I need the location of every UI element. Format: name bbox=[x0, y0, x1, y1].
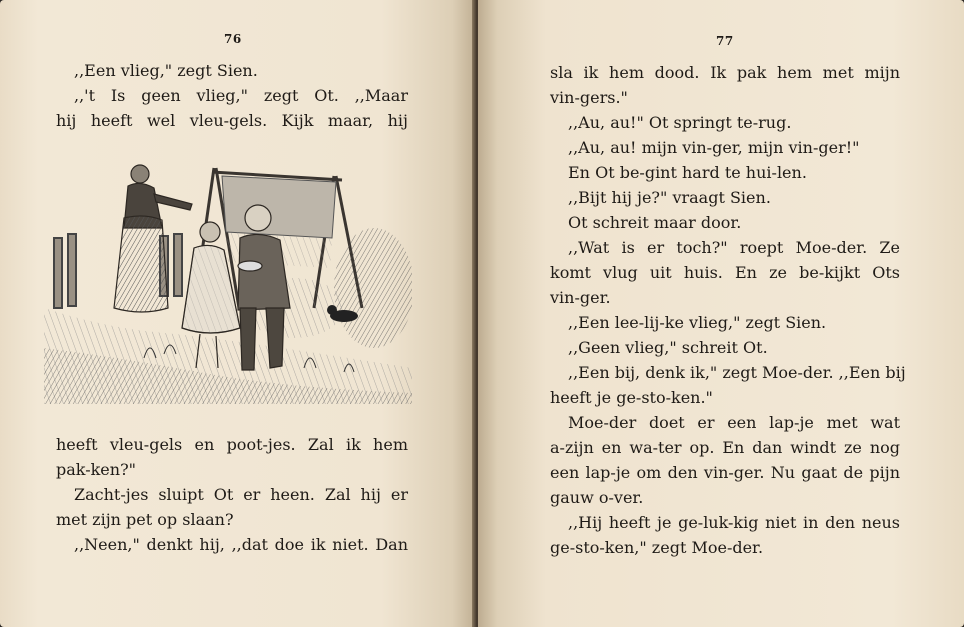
text-line: heeft vleu-gels en poot-jes. Zal ik hem bbox=[56, 435, 408, 454]
illustration-children-and-mother bbox=[44, 158, 412, 404]
text-line: Ot schreit maar door. bbox=[568, 213, 742, 232]
text-line: vin-gers." bbox=[550, 88, 628, 107]
text-line: Zacht-jes sluipt Ot er heen. Zal hij er bbox=[74, 485, 408, 504]
text-line: a-zijn en wa-ter op. En dan windt ze nog bbox=[550, 438, 900, 457]
text-line: ,,Au, au! mijn vin-ger, mijn vin-ger!" bbox=[568, 138, 860, 157]
text-line: ,,Een vlieg," zegt Sien. bbox=[74, 61, 258, 80]
text-line: heeft je ge-sto-ken." bbox=[550, 388, 713, 407]
text-line: ,,Geen vlieg," schreit Ot. bbox=[568, 338, 768, 357]
text-line: ,,Wat is er toch?" roept Moe-der. Ze bbox=[568, 238, 900, 257]
right-page bbox=[478, 0, 964, 627]
text-line: En Ot be-gint hard te hui-len. bbox=[568, 163, 807, 182]
text-line: pak-ken?" bbox=[56, 460, 137, 479]
text-line: ,,Neen," denkt hij, ,,dat doe ik niet. Dan bbox=[74, 535, 408, 554]
page-number-left: 76 bbox=[224, 32, 242, 46]
text-line: Moe-der doet er een lap-je met wat bbox=[568, 413, 900, 432]
text-line: ,,Bijt hij je?" vraagt Sien. bbox=[568, 188, 771, 207]
text-line: sla ik hem dood. Ik pak hem met mijn bbox=[550, 63, 900, 82]
text-line: gauw o-ver. bbox=[550, 488, 644, 507]
text-line: ,,Een bij, denk ik," zegt Moe-der. ,,Een bij bbox=[568, 363, 906, 382]
text-line: met zijn pet op slaan? bbox=[56, 510, 234, 529]
text-line: ge-sto-ken," zegt Moe-der. bbox=[550, 538, 764, 557]
text-line: een lap-je om den vin-ger. Nu gaat de pijn bbox=[550, 463, 900, 482]
page-number-right: 77 bbox=[716, 34, 734, 48]
text-line: hij heeft wel vleu-gels. Kijk maar, hij bbox=[56, 111, 408, 130]
text-line: ,,'t Is geen vlieg," zegt Ot. ,,Maar bbox=[74, 86, 408, 105]
text-line: ,,Een lee-lij-ke vlieg," zegt Sien. bbox=[568, 313, 827, 332]
text-line: ,,Au, au!" Ot springt te-rug. bbox=[568, 113, 792, 132]
text-line: ,,Hij heeft je ge-luk-kig niet in den neus bbox=[568, 513, 900, 532]
left-page bbox=[0, 0, 476, 627]
text-line: komt vlug uit huis. En ze be-kijkt Ots bbox=[550, 263, 900, 282]
text-line: vin-ger. bbox=[550, 288, 611, 307]
